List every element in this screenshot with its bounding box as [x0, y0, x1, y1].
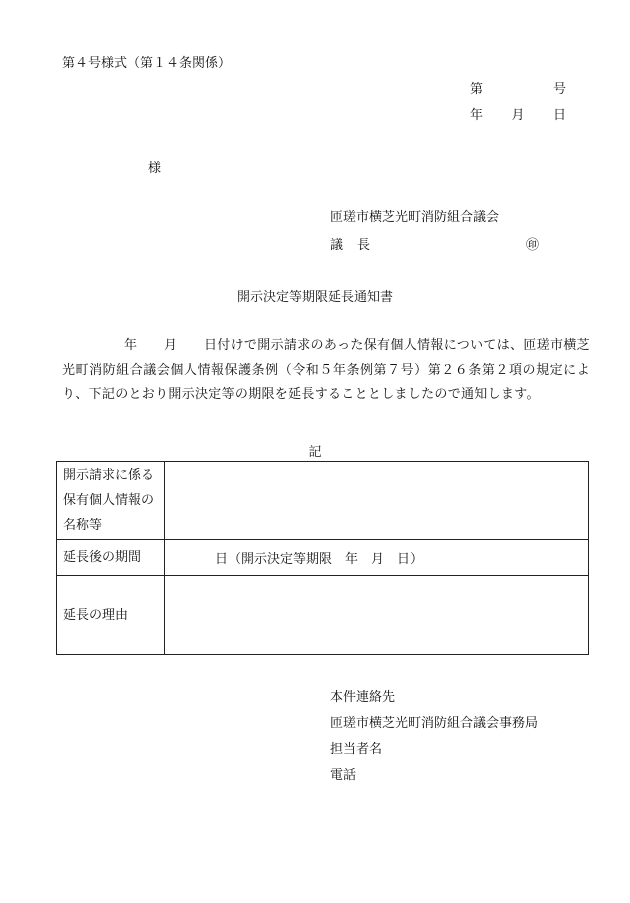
- sender-organization: 匝瑳市横芝光町消防組合議会: [330, 210, 500, 225]
- table-row: [57, 462, 589, 540]
- number-prefix: 第: [470, 82, 484, 97]
- request-info-label: 開示請求に係る保有個人情報の名称等: [57, 462, 165, 540]
- document-title: 開示決定等期限延長通知書: [236, 290, 393, 305]
- form-number-label: 第４号様式（第１４条関係）: [62, 56, 232, 71]
- sender-chair-title: [330, 234, 370, 253]
- contact-title: 本件連絡先: [330, 690, 396, 705]
- chair-left: 議: [330, 238, 344, 253]
- contact-person: 担当者名: [330, 742, 383, 757]
- extension-reason-value: [165, 576, 589, 655]
- contact-phone: 電話: [330, 768, 357, 783]
- chair-right: 長: [357, 238, 371, 253]
- extension-reason-label: 延長の理由: [57, 576, 165, 655]
- extended-period-label: 延長後の期間: [57, 540, 165, 576]
- document-number-line: [470, 78, 566, 97]
- addressee-honorific: 様: [148, 161, 162, 176]
- notice-body-text: 年 月 日付けで開示請求のあった保有個人情報については、匝瑳市横芝光町消防組合議会個人情報保護条例（令和５年条例第７号）第２６条第２項の規定により、下記のとおり開示決定等の期限を延長することとしましたので通知します。: [62, 338, 590, 402]
- seal-mark: ㊞: [526, 238, 540, 253]
- year-label: 年: [470, 108, 484, 123]
- number-suffix: 号: [552, 82, 566, 97]
- document-date-line: [470, 104, 566, 123]
- ki-heading: 記: [308, 445, 322, 460]
- table-row: [57, 540, 589, 576]
- contact-office: 匝瑳市横芝光町消防組合議会事務局: [330, 716, 539, 731]
- details-table: [56, 461, 589, 655]
- request-info-value: [165, 462, 589, 540]
- extended-period-value: 日（開示決定等期限 年 月 日）: [165, 540, 589, 576]
- month-label: 月: [511, 108, 525, 123]
- table-row: [57, 576, 589, 655]
- day-label: 日: [552, 108, 566, 123]
